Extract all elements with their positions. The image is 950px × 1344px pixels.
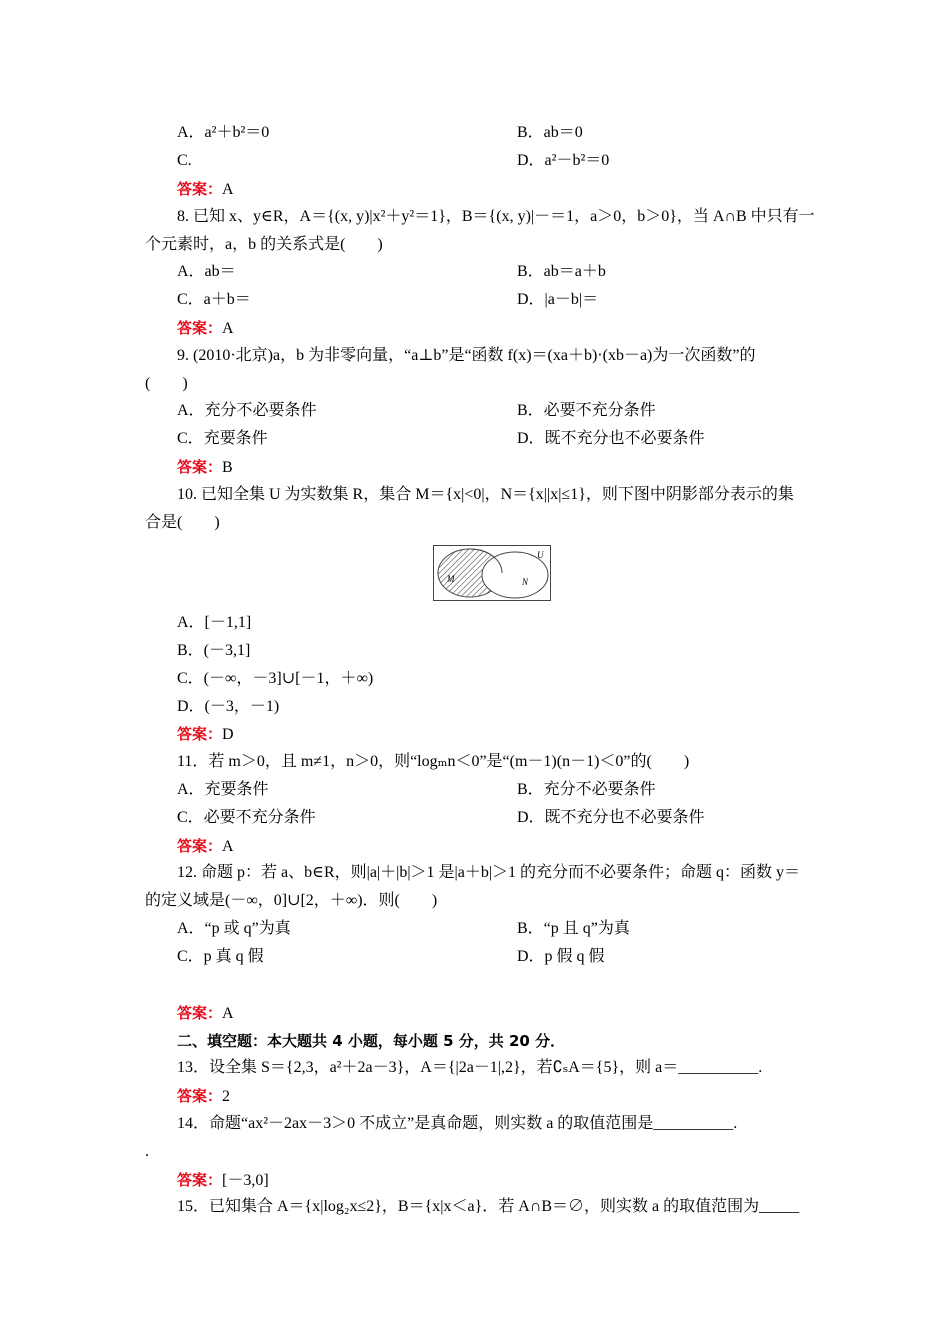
q9-option-b: B．必要不充分条件 (517, 402, 656, 419)
q7-option-c: C. (177, 152, 192, 169)
q7-option-d: D．a²－b²＝0 (517, 152, 610, 169)
q11-option-a: A．充要条件 (177, 781, 269, 798)
label-u: U (537, 550, 544, 560)
q11-option-b: B．充分不必要条件 (517, 781, 656, 798)
q10-answer (177, 724, 234, 745)
q8-stem-line2: 个元素时，a，b 的关系式是( ) (145, 236, 383, 253)
q7-answer (177, 179, 234, 200)
q11-option-c: C．必要不充分条件 (177, 809, 316, 826)
answer-value: 2 (222, 1088, 231, 1105)
answer-value: D (222, 726, 234, 743)
q10-stem-line2: 合是( ) (145, 514, 220, 531)
q9-option-a: A．充分不必要条件 (177, 402, 317, 419)
answer-value: A (222, 181, 234, 198)
q12-option-b: B．“p 且 q”为真 (517, 920, 630, 937)
q14-stem-line1: 14．命题“ax²－2ax－3＞0 不成立”是真命题，则实数 a 的取值范围是__________. (177, 1115, 738, 1132)
q10-option-d: D．(－3，－1) (177, 698, 280, 715)
label-n: N (522, 577, 529, 587)
answer-value: A (222, 320, 234, 337)
answer-label: 答案： (177, 1087, 223, 1105)
q9-option-d: D．既不充分也不必要条件 (517, 430, 705, 447)
q12-stem-line2: 的定义域是(－∞，0]∪[2，＋∞)．则( ) (145, 892, 438, 909)
answer-label: 答案： (177, 458, 223, 476)
q10-stem-line1: 10. 已知全集 U 为实数集 R，集合 M＝{x|<0|，N＝{x||x|≤1}，则下图中阴影部分表示的集 (177, 486, 794, 503)
q13-answer (177, 1086, 230, 1107)
q14-stem-line2: . (145, 1143, 149, 1160)
q9-stem-line1: 9. (2010·北京)a，b 为非零向量，“a⊥b”是“函数 f(x)＝(xa＋b)·(xb－a)为一次函数”的 (177, 347, 756, 364)
q11-stem: 11．若 m＞0，且 m≠1，n＞0，则“logₘn＜0”是“(m－1)(n－1)＜0”的( ) (177, 753, 690, 770)
q10-option-b: B．(－3,1] (177, 642, 251, 659)
q10-option-a: A．[－1,1] (177, 614, 252, 631)
q9-option-c: C．充要条件 (177, 430, 268, 447)
q8-option-d: D．|a－b|＝ (517, 291, 599, 308)
q12-stem-line1: 12. 命题 p：若 a、b∈R，则|a|＋|b|＞1 是|a＋b|＞1 的充分而不必要条件；命题 q：函数 y＝ (177, 864, 801, 881)
q14-answer (177, 1170, 269, 1191)
q15-stem: 15．已知集合 A＝{x|log₂x≤2}，B＝{x|x＜a}．若 A∩B＝∅，则实数 a 的取值范围为_____ (177, 1198, 800, 1215)
answer-value: A (222, 838, 234, 855)
venn-diagram (433, 545, 551, 601)
q12-option-d: D．p 假 q 假 (517, 948, 605, 965)
q11-answer (177, 836, 234, 857)
q9-stem-line2: ( ) (145, 375, 188, 392)
q7-option-a: A．a²＋b²＝0 (177, 124, 270, 141)
answer-value: B (222, 459, 233, 476)
q13-stem: 13．设全集 S＝{2,3，a²＋2a－3}，A＝{|2a－1|,2}，若∁ₛA＝{5}，则 a＝__________. (177, 1059, 763, 1076)
q10-option-c: C．(－∞，－3]∪[－1，＋∞) (177, 670, 374, 687)
q8-option-b: B．ab＝a＋b (517, 263, 606, 280)
q8-option-a: A．ab＝ (177, 263, 236, 280)
answer-label: 答案： (177, 1171, 223, 1189)
answer-label: 答案： (177, 837, 223, 855)
q11-option-d: D．既不充分也不必要条件 (517, 809, 705, 826)
answer-label: 答案： (177, 725, 223, 743)
q7-option-b: B．ab＝0 (517, 124, 583, 141)
q12-answer (177, 1003, 234, 1024)
answer-label: 答案： (177, 180, 223, 198)
answer-value: [－3,0] (222, 1172, 269, 1189)
q9-answer (177, 457, 233, 478)
answer-label: 答案： (177, 319, 223, 337)
q12-option-c: C．p 真 q 假 (177, 948, 264, 965)
q8-stem-line1: 8. 已知 x、y∈R，A＝{(x, y)|x²＋y²＝1}，B＝{(x, y)|－＝1，a＞0，b＞0}，当 A∩B 中只有一 (177, 208, 815, 225)
section-heading-fill-in: 二、填空题：本大题共 4 小题，每小题 5 分，共 20 分． (177, 1032, 566, 1050)
answer-value: A (222, 1005, 234, 1022)
q12-option-a: A．“p 或 q”为真 (177, 920, 291, 937)
q8-answer (177, 318, 234, 339)
q8-option-c: C．a＋b＝ (177, 291, 251, 308)
label-m: M (447, 574, 455, 584)
answer-label: 答案： (177, 1004, 223, 1022)
